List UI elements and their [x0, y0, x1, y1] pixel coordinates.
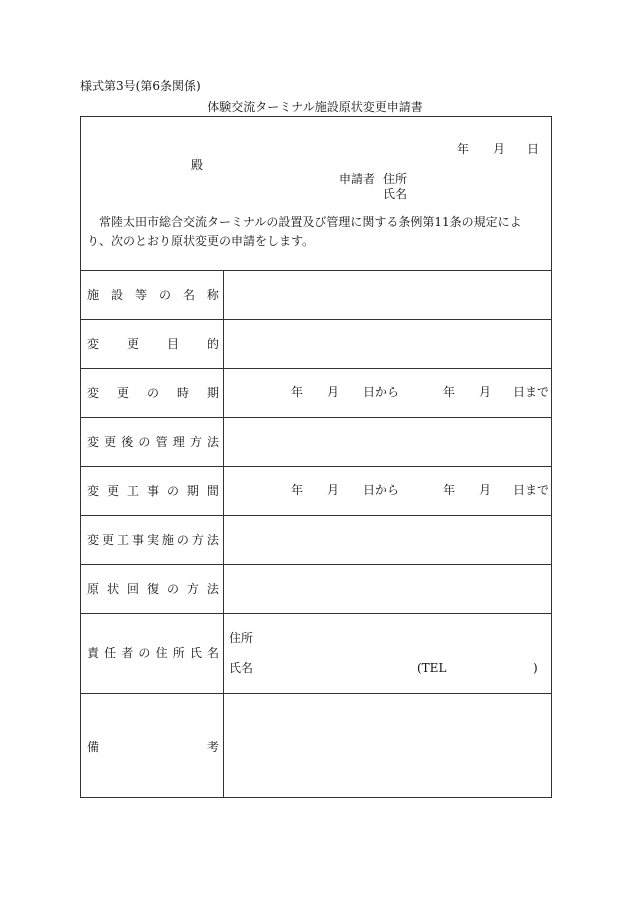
- row-label-char: 責: [87, 646, 100, 660]
- timing-to-day: 日まで: [513, 385, 550, 399]
- row-label-char: 回: [126, 582, 139, 596]
- row-label-char: 名: [206, 646, 219, 660]
- row-label-responsible-person: [87, 646, 219, 660]
- timing-to-month: 月: [479, 385, 492, 399]
- row-label-char: 実: [146, 533, 159, 547]
- row-label-char: の: [138, 646, 151, 660]
- row-label-char: 期: [186, 484, 199, 498]
- row-label-char: 変: [87, 337, 100, 351]
- row-label-char: 更: [126, 337, 139, 351]
- row-label-char: 方: [191, 533, 204, 547]
- row-label-management-method: [87, 435, 219, 449]
- row-label-char: 方: [186, 582, 199, 596]
- row-label-char: 方: [189, 435, 202, 449]
- row-label-char: 管: [155, 435, 168, 449]
- responsible-tel-close: ): [533, 661, 538, 675]
- responsible-name-label: 氏名: [229, 661, 254, 675]
- row-label-char: の: [158, 288, 171, 302]
- row-label-char: 事: [146, 484, 159, 498]
- row-label-char: 氏: [189, 646, 202, 660]
- row-label-char: の: [146, 386, 159, 400]
- row-label-char: 変: [87, 386, 100, 400]
- row-label-char: 法: [206, 582, 219, 596]
- row-label-char: 者: [121, 646, 134, 660]
- row-label-char: 後: [121, 435, 134, 449]
- row-label-char: 等: [134, 288, 147, 302]
- row-label-char: 理: [172, 435, 185, 449]
- row-label-char: 変: [87, 533, 100, 547]
- row-label-char: 考: [206, 740, 219, 754]
- period-to-day: 日まで: [513, 483, 550, 497]
- row-label-char: 施: [87, 288, 100, 302]
- timing-from-year: 年: [291, 385, 304, 399]
- row-label-work-method: [87, 533, 219, 547]
- row-label-char: 間: [206, 484, 219, 498]
- row-label-char: 法: [206, 533, 219, 547]
- timing-to-year: 年: [443, 385, 456, 399]
- period-to-month: 月: [479, 483, 492, 497]
- timing-from-month: 月: [327, 385, 340, 399]
- addressee-suffix: 殿: [191, 158, 204, 172]
- row-label-char: 期: [206, 386, 219, 400]
- row-label-char: 変: [87, 484, 100, 498]
- row-label-char: の: [166, 582, 179, 596]
- row-label-char: 工: [116, 533, 129, 547]
- row-label-change-timing: [87, 386, 219, 400]
- row-label-char: の: [166, 484, 179, 498]
- row-label-purpose: [87, 337, 219, 351]
- row-label-facility-name: [87, 288, 219, 302]
- row-label-char: 復: [146, 582, 159, 596]
- declaration-text: 常陸太田市総合交流ターミナルの設置及び管理に関する条例第11条の規定により、次のとおり原状変更の申請をします。: [87, 215, 522, 248]
- row-label-char: 所: [172, 646, 185, 660]
- period-to-year: 年: [443, 483, 456, 497]
- row-label-char: 更: [106, 484, 119, 498]
- row-label-char: 事: [131, 533, 144, 547]
- row-label-char: 更: [101, 533, 114, 547]
- row-label-restoration-method: [87, 582, 219, 596]
- date-month: 月: [493, 142, 506, 156]
- row-label-char: 設: [110, 288, 123, 302]
- row-label-work-period: [87, 484, 219, 498]
- row-label-char: の: [176, 533, 189, 547]
- row-label-char: 施: [161, 533, 174, 547]
- row-label-char: 状: [106, 582, 119, 596]
- row-label-remarks: [87, 740, 219, 754]
- period-from-year: 年: [291, 483, 304, 497]
- responsible-address-label: 住所: [229, 631, 254, 645]
- row-label-char: 的: [206, 337, 219, 351]
- row-label-char: 名: [182, 288, 195, 302]
- row-label-char: 住: [155, 646, 168, 660]
- row-label-char: 時: [176, 386, 189, 400]
- date-day: 日: [527, 142, 540, 156]
- form-number: 様式第3号(第6条関係): [80, 79, 201, 93]
- row-label-char: 更: [104, 435, 117, 449]
- row-label-char: の: [138, 435, 151, 449]
- date-year: 年: [457, 142, 470, 156]
- row-label-char: 原: [87, 582, 100, 596]
- row-label-char: 称: [206, 288, 219, 302]
- row-label-char: 目: [166, 337, 179, 351]
- form-table: [80, 116, 552, 798]
- row-label-char: 変: [87, 435, 100, 449]
- form-title: 体験交流ターミナル施設原状変更申請書: [207, 100, 423, 114]
- responsible-tel-label: (TEL: [417, 661, 447, 675]
- applicant-label: 申請者: [339, 172, 376, 186]
- applicant-address-label: 住所: [383, 172, 408, 186]
- period-from-day: 日から: [363, 483, 400, 497]
- period-from-month: 月: [327, 483, 340, 497]
- row-label-char: 任: [104, 646, 117, 660]
- row-label-char: 更: [116, 386, 129, 400]
- row-label-char: 法: [206, 435, 219, 449]
- applicant-name-label: 氏名: [383, 187, 408, 201]
- row-label-char: 備: [87, 740, 100, 754]
- row-label-char: 工: [126, 484, 139, 498]
- timing-from-day: 日から: [363, 385, 400, 399]
